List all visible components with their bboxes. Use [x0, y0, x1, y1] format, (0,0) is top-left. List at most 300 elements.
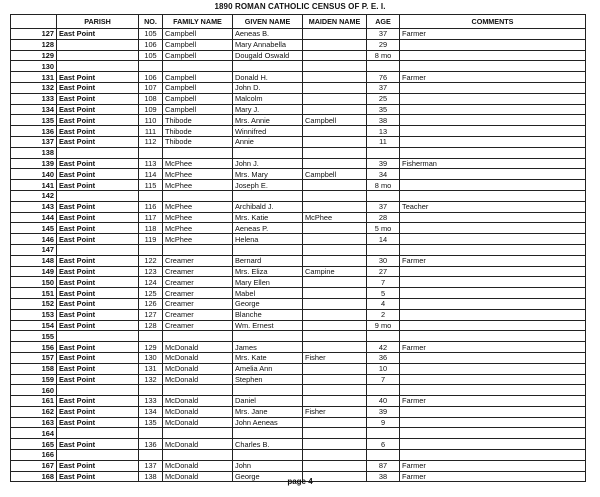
household-number-cell: 111 [139, 126, 163, 137]
household-number-cell: 116 [139, 201, 163, 212]
given-name-cell: Aeneas P. [233, 223, 303, 234]
household-number-cell: 106 [139, 72, 163, 83]
household-number-cell [139, 385, 163, 396]
comments-cell [400, 277, 586, 288]
household-number-cell: 107 [139, 82, 163, 93]
table-row [11, 61, 586, 72]
parish-cell: East Point [57, 266, 139, 277]
family-name-cell: Creamer [163, 277, 233, 288]
column-header-age: AGE [367, 15, 400, 29]
row-number: 143 [11, 201, 57, 212]
given-name-cell [233, 244, 303, 255]
age-cell: 5 [367, 288, 400, 299]
family-name-cell: Campbell [163, 72, 233, 83]
given-name-cell: Mabel [233, 288, 303, 299]
comments-cell: Farmer [400, 29, 586, 40]
table-row [11, 136, 586, 147]
given-name-cell: Aeneas B. [233, 29, 303, 40]
row-number: 166 [11, 450, 57, 461]
comments-cell: Farmer [400, 72, 586, 83]
row-number: 145 [11, 223, 57, 234]
row-number: 147 [11, 244, 57, 255]
given-name-cell [233, 450, 303, 461]
parish-cell: East Point [57, 288, 139, 299]
table-row [11, 29, 586, 40]
family-name-cell: McPhee [163, 180, 233, 191]
maiden-name-cell [303, 223, 367, 234]
given-name-cell [233, 190, 303, 201]
row-number: 153 [11, 309, 57, 320]
comments-cell [400, 363, 586, 374]
age-cell [367, 61, 400, 72]
age-cell: 14 [367, 234, 400, 245]
household-number-cell: 124 [139, 277, 163, 288]
age-cell: 40 [367, 396, 400, 407]
row-number: 155 [11, 331, 57, 342]
age-cell: 9 [367, 417, 400, 428]
maiden-name-cell [303, 29, 367, 40]
table-header-row [11, 15, 586, 29]
parish-cell: East Point [57, 234, 139, 245]
given-name-cell: Joseph E. [233, 180, 303, 191]
age-cell: 2 [367, 309, 400, 320]
comments-cell [400, 234, 586, 245]
age-cell: 87 [367, 460, 400, 471]
household-number-cell: 138 [139, 471, 163, 482]
table-row [11, 374, 586, 385]
household-number-cell: 126 [139, 298, 163, 309]
table-row [11, 255, 586, 266]
given-name-cell: Donald H. [233, 72, 303, 83]
household-number-cell: 130 [139, 352, 163, 363]
given-name-cell: Mrs. Mary [233, 169, 303, 180]
family-name-cell: Creamer [163, 309, 233, 320]
row-number: 133 [11, 93, 57, 104]
household-number-cell: 118 [139, 223, 163, 234]
given-name-cell: Daniel [233, 396, 303, 407]
comments-cell [400, 309, 586, 320]
table-row [11, 320, 586, 331]
family-name-cell: Campbell [163, 82, 233, 93]
family-name-cell: Campbell [163, 39, 233, 50]
parish-cell: East Point [57, 374, 139, 385]
row-number: 132 [11, 82, 57, 93]
maiden-name-cell: Campbell [303, 169, 367, 180]
row-number: 164 [11, 428, 57, 439]
age-cell [367, 428, 400, 439]
given-name-cell [233, 61, 303, 72]
parish-cell [57, 428, 139, 439]
family-name-cell: McPhee [163, 201, 233, 212]
table-row [11, 266, 586, 277]
comments-cell [400, 93, 586, 104]
comments-cell: Farmer [400, 471, 586, 482]
table-row [11, 288, 586, 299]
table-row [11, 298, 586, 309]
household-number-cell: 108 [139, 93, 163, 104]
given-name-cell: John D. [233, 82, 303, 93]
given-name-cell: Archibald J. [233, 201, 303, 212]
census-table-body [11, 29, 586, 482]
comments-cell: Fisherman [400, 158, 586, 169]
parish-cell: East Point [57, 82, 139, 93]
household-number-cell: 117 [139, 212, 163, 223]
table-row [11, 223, 586, 234]
parish-cell: East Point [57, 277, 139, 288]
maiden-name-cell [303, 417, 367, 428]
maiden-name-cell [303, 82, 367, 93]
row-number: 130 [11, 61, 57, 72]
age-cell: 38 [367, 471, 400, 482]
maiden-name-cell: Campine [303, 266, 367, 277]
household-number-cell [139, 190, 163, 201]
row-number: 139 [11, 158, 57, 169]
table-row [11, 158, 586, 169]
table-row [11, 244, 586, 255]
parish-cell: East Point [57, 212, 139, 223]
age-cell: 8 mo [367, 50, 400, 61]
table-row [11, 460, 586, 471]
given-name-cell: James [233, 342, 303, 353]
row-number: 167 [11, 460, 57, 471]
comments-cell [400, 126, 586, 137]
family-name-cell: McDonald [163, 396, 233, 407]
maiden-name-cell [303, 439, 367, 450]
table-row [11, 190, 586, 201]
age-cell: 35 [367, 104, 400, 115]
household-number-cell: 125 [139, 288, 163, 299]
household-number-cell [139, 428, 163, 439]
comments-cell [400, 212, 586, 223]
age-cell: 39 [367, 406, 400, 417]
family-name-cell: McDonald [163, 460, 233, 471]
table-row [11, 406, 586, 417]
page-title: 1890 ROMAN CATHOLIC CENSUS OF P. E. I. [214, 2, 386, 11]
table-row [11, 180, 586, 191]
age-cell: 37 [367, 29, 400, 40]
row-number: 129 [11, 50, 57, 61]
comments-cell [400, 450, 586, 461]
comments-cell [400, 331, 586, 342]
household-number-cell [139, 61, 163, 72]
given-name-cell: Mrs. Kate [233, 352, 303, 363]
given-name-cell: Malcolm [233, 93, 303, 104]
family-name-cell: Campbell [163, 93, 233, 104]
family-name-cell: Creamer [163, 288, 233, 299]
family-name-cell: McDonald [163, 471, 233, 482]
household-number-cell: 128 [139, 320, 163, 331]
maiden-name-cell [303, 39, 367, 50]
page-number: page 4 [287, 477, 313, 486]
age-cell [367, 450, 400, 461]
parish-cell: East Point [57, 180, 139, 191]
row-number: 140 [11, 169, 57, 180]
maiden-name-cell [303, 277, 367, 288]
row-number: 160 [11, 385, 57, 396]
household-number-cell: 113 [139, 158, 163, 169]
given-name-cell [233, 331, 303, 342]
maiden-name-cell [303, 61, 367, 72]
comments-cell [400, 136, 586, 147]
age-cell: 29 [367, 39, 400, 50]
maiden-name-cell [303, 126, 367, 137]
maiden-name-cell [303, 93, 367, 104]
given-name-cell: Mary J. [233, 104, 303, 115]
parish-cell: East Point [57, 396, 139, 407]
table-row [11, 439, 586, 450]
parish-cell: East Point [57, 298, 139, 309]
given-name-cell: Mrs. Jane [233, 406, 303, 417]
family-name-cell: McDonald [163, 439, 233, 450]
family-name-cell [163, 147, 233, 158]
age-cell: 6 [367, 439, 400, 450]
row-number: 163 [11, 417, 57, 428]
row-number: 127 [11, 29, 57, 40]
maiden-name-cell [303, 309, 367, 320]
family-name-cell [163, 61, 233, 72]
parish-cell [57, 61, 139, 72]
age-cell: 5 mo [367, 223, 400, 234]
table-row [11, 169, 586, 180]
comments-cell [400, 352, 586, 363]
family-name-cell: Creamer [163, 320, 233, 331]
given-name-cell: Wm. Ernest [233, 320, 303, 331]
comments-cell [400, 115, 586, 126]
parish-cell: East Point [57, 223, 139, 234]
row-number: 144 [11, 212, 57, 223]
age-cell: 25 [367, 93, 400, 104]
given-name-cell: Blanche [233, 309, 303, 320]
comments-cell [400, 288, 586, 299]
household-number-cell [139, 450, 163, 461]
age-cell: 10 [367, 363, 400, 374]
comments-cell [400, 82, 586, 93]
family-name-cell [163, 385, 233, 396]
row-number: 137 [11, 136, 57, 147]
household-number-cell: 122 [139, 255, 163, 266]
household-number-cell: 109 [139, 104, 163, 115]
table-row [11, 115, 586, 126]
parish-cell: East Point [57, 72, 139, 83]
row-number: 146 [11, 234, 57, 245]
maiden-name-cell [303, 288, 367, 299]
given-name-cell: John J. [233, 158, 303, 169]
age-cell [367, 244, 400, 255]
age-cell [367, 147, 400, 158]
household-number-cell: 132 [139, 374, 163, 385]
table-row [11, 50, 586, 61]
maiden-name-cell [303, 450, 367, 461]
comments-cell [400, 417, 586, 428]
parish-cell [57, 385, 139, 396]
household-number-cell: 110 [139, 115, 163, 126]
age-cell: 7 [367, 374, 400, 385]
given-name-cell: Mary Ellen [233, 277, 303, 288]
comments-cell [400, 244, 586, 255]
comments-cell [400, 385, 586, 396]
age-cell: 34 [367, 169, 400, 180]
comments-cell [400, 190, 586, 201]
given-name-cell: Dougald Oswald [233, 50, 303, 61]
family-name-cell: McPhee [163, 234, 233, 245]
parish-cell: East Point [57, 104, 139, 115]
given-name-cell [233, 385, 303, 396]
household-number-cell [139, 244, 163, 255]
family-name-cell: Thibode [163, 126, 233, 137]
table-row [11, 331, 586, 342]
given-name-cell: John [233, 460, 303, 471]
given-name-cell [233, 428, 303, 439]
age-cell [367, 190, 400, 201]
comments-cell [400, 169, 586, 180]
parish-cell: East Point [57, 169, 139, 180]
parish-cell [57, 450, 139, 461]
comments-cell [400, 50, 586, 61]
parish-cell [57, 147, 139, 158]
parish-cell: East Point [57, 320, 139, 331]
table-row [11, 417, 586, 428]
household-number-cell: 114 [139, 169, 163, 180]
maiden-name-cell [303, 396, 367, 407]
comments-cell [400, 39, 586, 50]
given-name-cell: Mary Annabella [233, 39, 303, 50]
comments-cell: Farmer [400, 460, 586, 471]
household-number-cell: 137 [139, 460, 163, 471]
parish-cell: East Point [57, 352, 139, 363]
comments-cell [400, 428, 586, 439]
row-number: 158 [11, 363, 57, 374]
table-row [11, 342, 586, 353]
row-number: 161 [11, 396, 57, 407]
row-number: 131 [11, 72, 57, 83]
household-number-cell: 123 [139, 266, 163, 277]
household-number-cell: 134 [139, 406, 163, 417]
table-row [11, 363, 586, 374]
household-number-cell: 136 [139, 439, 163, 450]
row-number: 150 [11, 277, 57, 288]
parish-cell: East Point [57, 115, 139, 126]
maiden-name-cell [303, 180, 367, 191]
table-row [11, 352, 586, 363]
row-number: 159 [11, 374, 57, 385]
household-number-cell: 115 [139, 180, 163, 191]
column-header-row-number [11, 15, 57, 29]
comments-cell [400, 223, 586, 234]
parish-cell: East Point [57, 126, 139, 137]
age-cell: 8 mo [367, 180, 400, 191]
row-number: 148 [11, 255, 57, 266]
age-cell: 9 mo [367, 320, 400, 331]
family-name-cell [163, 331, 233, 342]
comments-cell: Farmer [400, 255, 586, 266]
comments-cell [400, 406, 586, 417]
parish-cell: East Point [57, 406, 139, 417]
column-header-family-name: FAMILY NAME [163, 15, 233, 29]
age-cell: 27 [367, 266, 400, 277]
age-cell: 13 [367, 126, 400, 137]
column-header-comments: COMMENTS [400, 15, 586, 29]
comments-cell [400, 104, 586, 115]
table-row [11, 104, 586, 115]
maiden-name-cell [303, 244, 367, 255]
row-number: 135 [11, 115, 57, 126]
given-name-cell: Bernard [233, 255, 303, 266]
maiden-name-cell [303, 298, 367, 309]
age-cell: 4 [367, 298, 400, 309]
parish-cell: East Point [57, 417, 139, 428]
age-cell: 37 [367, 201, 400, 212]
age-cell: 42 [367, 342, 400, 353]
parish-cell: East Point [57, 460, 139, 471]
table-row [11, 277, 586, 288]
age-cell: 28 [367, 212, 400, 223]
maiden-name-cell [303, 190, 367, 201]
age-cell: 11 [367, 136, 400, 147]
comments-cell: Farmer [400, 342, 586, 353]
family-name-cell [163, 428, 233, 439]
maiden-name-cell [303, 255, 367, 266]
maiden-name-cell [303, 72, 367, 83]
family-name-cell: Campbell [163, 104, 233, 115]
family-name-cell: McPhee [163, 212, 233, 223]
age-cell: 37 [367, 82, 400, 93]
table-row [11, 147, 586, 158]
maiden-name-cell [303, 342, 367, 353]
given-name-cell: Winnifred [233, 126, 303, 137]
given-name-cell: John Aeneas [233, 417, 303, 428]
comments-cell [400, 147, 586, 158]
comments-cell [400, 374, 586, 385]
parish-cell: East Point [57, 136, 139, 147]
comments-cell [400, 61, 586, 72]
family-name-cell: McPhee [163, 158, 233, 169]
given-name-cell: Stephen [233, 374, 303, 385]
given-name-cell: Amelia Ann [233, 363, 303, 374]
maiden-name-cell: McPhee [303, 212, 367, 223]
household-number-cell: 133 [139, 396, 163, 407]
maiden-name-cell [303, 331, 367, 342]
household-number-cell: 106 [139, 39, 163, 50]
family-name-cell: McDonald [163, 374, 233, 385]
row-number: 136 [11, 126, 57, 137]
table-row [11, 385, 586, 396]
maiden-name-cell [303, 234, 367, 245]
household-number-cell: 105 [139, 29, 163, 40]
family-name-cell: McPhee [163, 169, 233, 180]
maiden-name-cell [303, 428, 367, 439]
maiden-name-cell [303, 363, 367, 374]
maiden-name-cell [303, 201, 367, 212]
column-header-given-name: GIVEN NAME [233, 15, 303, 29]
given-name-cell: Annie [233, 136, 303, 147]
household-number-cell [139, 331, 163, 342]
row-number: 157 [11, 352, 57, 363]
table-row [11, 309, 586, 320]
table-row [11, 450, 586, 461]
household-number-cell: 135 [139, 417, 163, 428]
maiden-name-cell [303, 320, 367, 331]
parish-cell: East Point [57, 201, 139, 212]
maiden-name-cell [303, 147, 367, 158]
table-row [11, 126, 586, 137]
parish-cell [57, 244, 139, 255]
row-number: 152 [11, 298, 57, 309]
given-name-cell: Helena [233, 234, 303, 245]
household-number-cell: 105 [139, 50, 163, 61]
family-name-cell: McDonald [163, 406, 233, 417]
parish-cell: East Point [57, 363, 139, 374]
family-name-cell [163, 450, 233, 461]
